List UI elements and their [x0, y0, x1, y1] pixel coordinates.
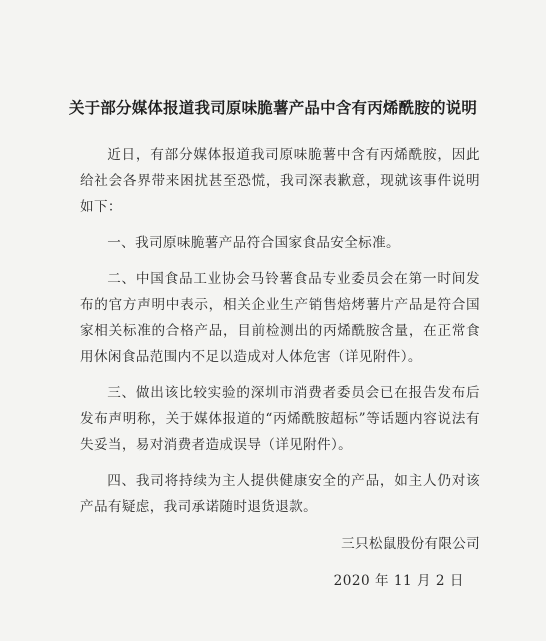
paragraph-point-2: 二、中国食品工业协会马铃薯食品专业委员会在第一时间发布的官方声明中表示，相关企业生产销售焙烤薯片产品是符合国家相关标准的合格产品，目前检测出的丙烯酰胺含量，在正常食用休闲食品范围内不足以造成对人体危害（详见附件）。 — [80, 271, 480, 365]
signature-company: 三只松鼠股份有限公司 — [341, 536, 480, 552]
signature-date: 2020 年 11 月 2 日 — [333, 573, 464, 589]
paragraph-intro: 近日，有部分媒体报道我司原味脆薯中含有丙烯酰胺，因此给社会各界带来困扰甚至恐慌，我司深表歉意，现就该事件说明如下： — [80, 147, 480, 215]
paragraph-point-1: 一、我司原味脆薯产品符合国家食品安全标准。 — [107, 235, 401, 251]
paragraph-point-4: 四、我司将持续为主人提供健康安全的产品，如主人仍对该产品有疑虑，我司承诺随时退货退款。 — [80, 473, 480, 515]
document-body — [80, 142, 480, 530]
paragraph-point-3: 三、做出该比较实验的深圳市消费者委员会已在报告发布后发布声明称，关于媒体报道的“丙烯酰胺超标”等话题内容说法有失妥当，易对消费者造成误导（详见附件）。 — [80, 385, 480, 453]
document-title: 关于部分媒体报道我司原味脆薯产品中含有丙烯酰胺的说明 — [68, 99, 478, 117]
